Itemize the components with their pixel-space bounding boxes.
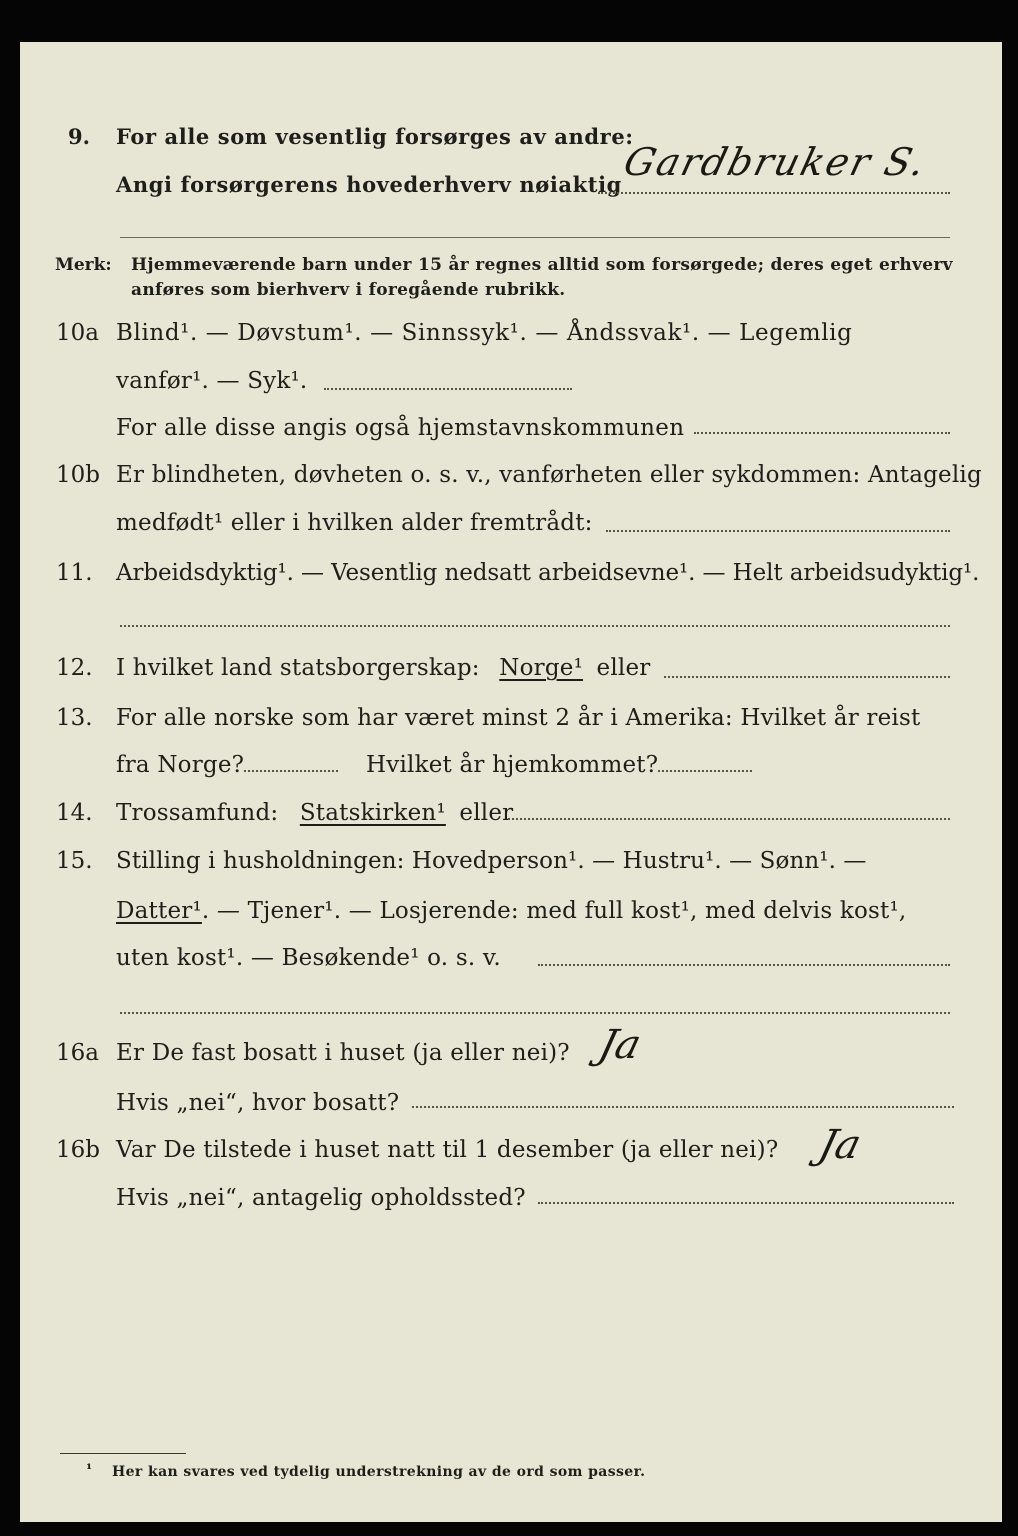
q9-answer-line: [598, 192, 950, 194]
q15-line1: Stilling i husholdningen: Hovedperson¹. — Hustru¹. — Sønn¹. —: [116, 848, 867, 874]
q14-field[interactable]: [508, 818, 950, 820]
q10a-line2-field[interactable]: [324, 388, 572, 390]
q16b-handwritten-answer[interactable]: Ja: [814, 1122, 866, 1168]
q14-number: 14.: [56, 800, 93, 826]
q10a-line2: vanfør¹. — Syk¹.: [116, 368, 308, 394]
q11-field[interactable]: [120, 625, 950, 627]
q16a-field[interactable]: [412, 1106, 954, 1108]
q9-line1: For alle som vesentlig forsørges av andre:: [116, 124, 634, 149]
q16b-number: 16b: [56, 1137, 100, 1163]
q15-choice-datter[interactable]: Datter¹: [116, 898, 202, 924]
q16a-number: 16a: [56, 1040, 99, 1066]
merk-line1: Hjemmeværende barn under 15 år regnes alltid som forsørgede; deres eget erhverv: [131, 255, 953, 275]
q10b-line1: Er blindheten, døvheten o. s. v., vanførheten eller sykdommen: Antagelig: [116, 462, 982, 488]
q15-field[interactable]: [538, 964, 950, 966]
q16b-line2: Hvis „nei“, antagelig opholdssted?: [116, 1185, 526, 1211]
q16a-line2: Hvis „nei“, hvor bosatt?: [116, 1090, 400, 1116]
q10b-line2: medfødt¹ eller i hvilken alder fremtrådt:: [116, 510, 593, 536]
q16b-line1: Var De tilstede i huset natt til 1 desember (ja eller nei)?: [116, 1137, 779, 1163]
q10a-number: 10a: [56, 320, 99, 346]
merk-line2: anføres som bierhverv i foregående rubrikk.: [131, 280, 566, 300]
q15-line2-rest: . — Tjener¹. — Losjerende: med full kost¹, med delvis kost¹,: [201, 898, 907, 924]
q13-number: 13.: [56, 705, 93, 731]
q12-field[interactable]: [664, 676, 950, 678]
footnote-mark: ¹: [86, 1462, 93, 1478]
footnote-text: Her kan svares ved tydelig understrekning av de ord som passer.: [112, 1464, 646, 1480]
q11-line1: Arbeidsdyktig¹. — Vesentlig nedsatt arbeidsevne¹. — Helt arbeidsudyktig¹.: [116, 560, 980, 586]
q12-pre: I hvilket land statsborgerskap:: [116, 655, 480, 681]
q15-line2: [116, 898, 906, 924]
q15-number: 15.: [56, 848, 93, 874]
q14-post: eller: [459, 800, 514, 826]
q9-number: 9.: [68, 124, 90, 149]
q10a-line1: Blind¹. — Døvstum¹. — Sinnssyk¹. — Åndssvak¹. — Legemlig: [116, 320, 853, 346]
q10b-number: 10b: [56, 462, 100, 488]
q16a-line1: Er De fast bosatt i huset (ja eller nei)?: [116, 1040, 570, 1066]
q13-reist-field[interactable]: [244, 770, 338, 772]
q13-line2b: Hvilket år hjemkommet?: [366, 752, 659, 778]
q9-line2: Angi forsørgerens hovederhverv nøiaktig: [116, 172, 622, 197]
q12-text: [116, 655, 650, 681]
q10b-field[interactable]: [606, 530, 950, 532]
q12-choice-norge[interactable]: Norge¹: [499, 655, 584, 681]
merk-label: Merk:: [55, 255, 112, 275]
q13-line2a: fra Norge?: [116, 752, 245, 778]
q9-rule: [120, 237, 950, 238]
q10a-line3-field[interactable]: [694, 432, 950, 434]
q14-text: [116, 800, 513, 826]
q13-line1: For alle norske som har været minst 2 år i Amerika: Hvilket år reist: [116, 705, 921, 731]
q9-handwritten-answer[interactable]: Gardbruker S.: [619, 140, 932, 184]
q12-post: eller: [596, 655, 651, 681]
q10a-line3: For alle disse angis også hjemstavnskommunen: [116, 415, 685, 441]
q14-pre: Trossamfund:: [116, 800, 279, 826]
q13-hjemkommet-field[interactable]: [658, 770, 752, 772]
q14-choice-statskirken[interactable]: Statskirken¹: [299, 800, 446, 826]
q12-number: 12.: [56, 655, 93, 681]
q16a-handwritten-answer[interactable]: Ja: [594, 1022, 646, 1068]
footnote-rule: [60, 1453, 186, 1454]
q15-extra-field[interactable]: [120, 1012, 950, 1014]
q16b-field[interactable]: [538, 1202, 954, 1204]
q11-number: 11.: [56, 560, 93, 586]
q15-line3: uten kost¹. — Besøkende¹ o. s. v.: [116, 945, 501, 971]
